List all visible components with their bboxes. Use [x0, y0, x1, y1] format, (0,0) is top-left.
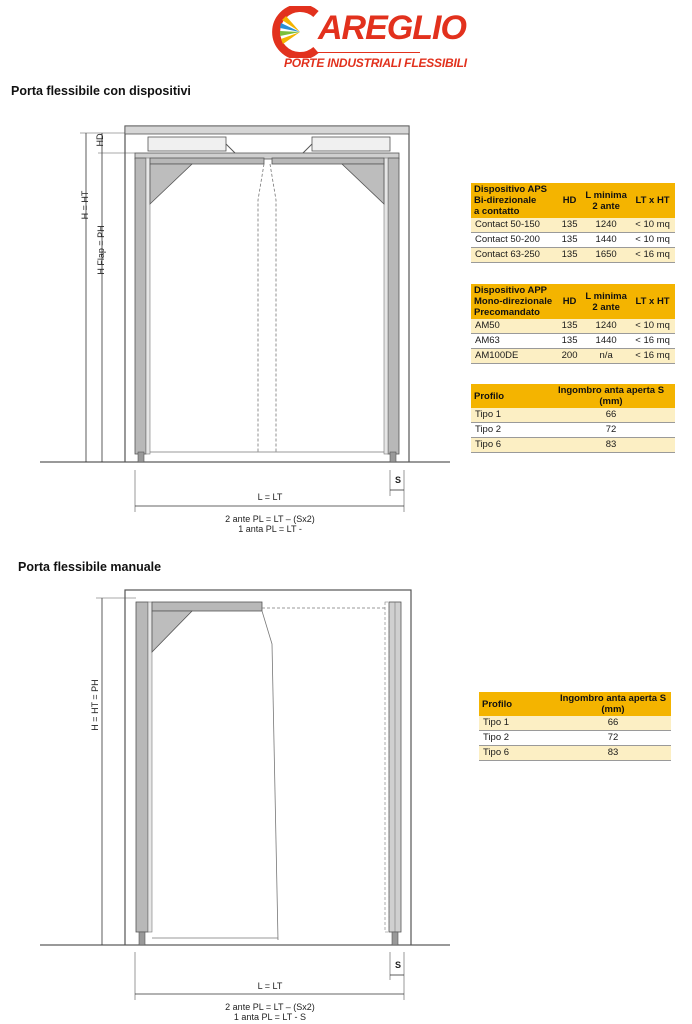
table-row: Contact 50-150 135 1240 < 10 mq [471, 218, 675, 233]
col-device: Dispositivo APS Bi-direzionale a contatto [471, 183, 557, 218]
section1-title: Porta flessibile con dispositivi [11, 84, 191, 98]
dim-s: S [394, 475, 401, 485]
section2-title: Porta flessibile manuale [18, 560, 162, 574]
table-row: Tipo 2 72 [471, 423, 675, 438]
brand-tagline: PORTE INDUSTRIALI FLESSIBILI [284, 56, 467, 70]
table-profile-2 [479, 692, 671, 761]
table-row: Tipo 6 83 [471, 438, 675, 453]
table-row: Tipo 1 66 [471, 408, 675, 423]
col-profilo: Profilo [471, 384, 547, 408]
formula-2-ante: 2 ante PL = LT – (Sx2) [225, 514, 315, 524]
col-device: Dispositivo APP Mono-direzionale Precomandato [471, 284, 557, 319]
col-hd: HD [557, 284, 582, 319]
dim-l-lt: L = LT [257, 981, 283, 991]
table-profile-1 [471, 384, 675, 453]
dim-hd: HD [95, 133, 105, 147]
brand-name: AREGLIO [318, 9, 466, 47]
col-lmin: L minima 2 ante [582, 183, 630, 218]
door-drawing-manual [0, 580, 470, 1020]
col-ingombro: Ingombro anta aperta S (mm) [547, 384, 675, 408]
table-row: Contact 63-250 135 1650 < 16 mq [471, 248, 675, 263]
tagline-divider [286, 52, 420, 53]
formula-1-anta: 1 anta PL = LT - S [233, 1012, 307, 1022]
table-row: AM50 135 1240 < 10 mq [471, 319, 675, 334]
table-row: Tipo 6 83 [479, 746, 671, 761]
col-ltht: LT x HT [630, 284, 675, 319]
table-row: AM63 135 1440 < 16 mq [471, 334, 675, 349]
dim-s: S [394, 960, 401, 970]
col-lmin: L minima 2 ante [582, 284, 630, 319]
dim-h-flap: H Flap = PH [96, 225, 106, 275]
dim-h-ht: H = HT [80, 190, 90, 220]
table-row: AM100DE 200 n/a < 16 mq [471, 349, 675, 364]
formula-2-ante: 2 ante PL = LT – (Sx2) [225, 1002, 315, 1012]
table-row: Tipo 1 66 [479, 716, 671, 731]
dim-h-ht-ph: H = HT = PH [90, 679, 100, 731]
table-aps-devices [471, 183, 675, 263]
table-row: Contact 50-200 135 1440 < 10 mq [471, 233, 675, 248]
formula-1-anta: 1 anta PL = LT - [238, 524, 302, 534]
table-row: Tipo 2 72 [479, 731, 671, 746]
dim-l-lt: L = LT [257, 492, 283, 502]
col-ltht: LT x HT [630, 183, 675, 218]
col-profilo: Profilo [479, 692, 555, 716]
col-hd: HD [557, 183, 582, 218]
table-app-devices [471, 284, 675, 364]
col-ingombro: Ingombro anta aperta S (mm) [555, 692, 671, 716]
